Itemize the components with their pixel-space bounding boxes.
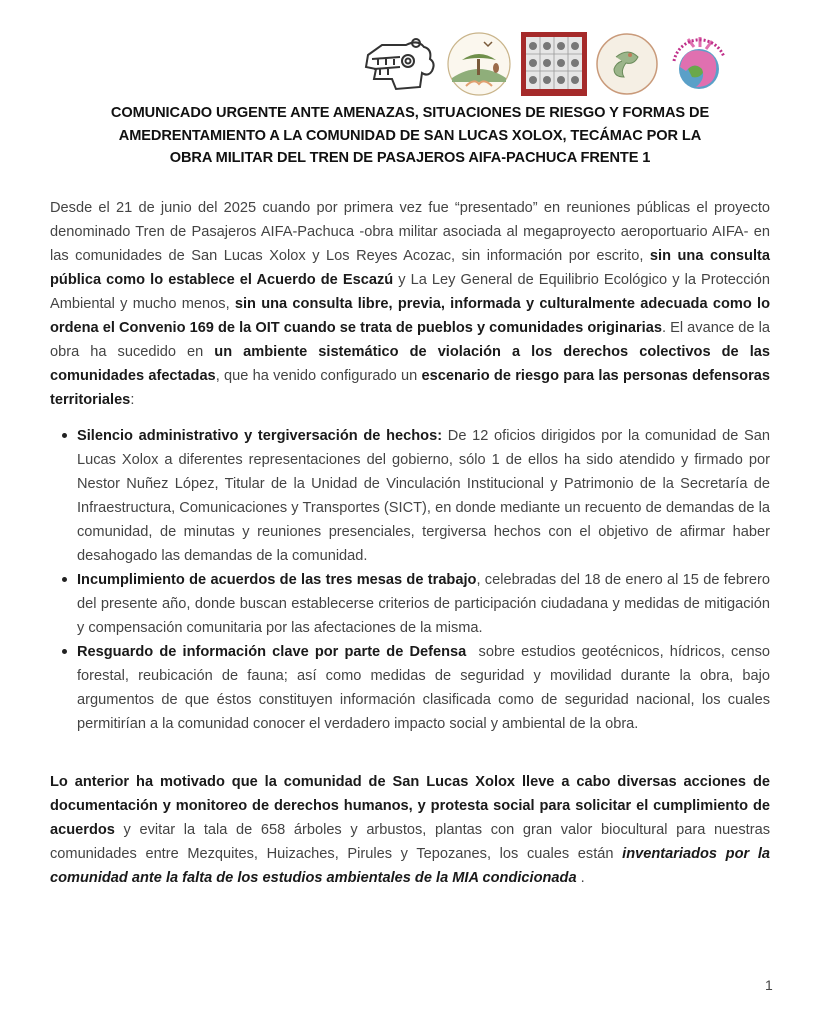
intro-paragraph: Desde el 21 de junio del 2025 cuando por primera vez fue “presentado” en reuniones públicas el proyecto denominado Tren de Pasajeros AIFA-Pachuca -obra militar asociada al megaproyecto aeroportuario AIFA- en las comunidades de San Lucas Xolox y Los Reyes Acozac, sin información por escrito, sin una consulta pública como lo establece el Acuerdo de Escazú y La Ley General de Equilibrio Ecológico y la Protección Ambiental y mucho menos, sin una consulta libre, previa, informada y culturalmente adecuada como lo ordena el Convenio 169 de la OIT cuando se trata de pueblos y comunidades originarias. El avance de la obra ha sucedido en un ambiente sistemático de violación a los derechos colectivos de las comunidades afectadas, que ha venido configurado un escenario de riesgo para las personas defensoras territoriales: xyxy=(50,200,771,408)
title-line: COMUNICADO URGENTE ANTE AMENAZAS, SITUACIONES DE RIESGO Y FORMAS DE xyxy=(110,105,710,121)
document-title xyxy=(60,102,760,170)
list-item: Silencio administrativo y tergiversación de hechos: De 12 oficios dirigidos por la comunidad de San Lucas Xolox a diferentes representaciones del gobierno, sólo 1 de ellos ha sido atendido y firmado por Nestor Nuñez López, Titular de la Unidad de Vinculación Institucional y Patrimonio de la Secretaría de Infraestructura, Comunicaciones y Transportes (SICT), en donde mediante un recuento de demandas de la comunidad, de minutas y reuniones presenciales, tergiversa hechos con el objetivo de afirmar haber desahogado las demandas de la comunidad. xyxy=(77,424,770,568)
sembradores-de-agua-logo-icon xyxy=(594,30,660,98)
list-item: Incumplimiento de acuerdos de las tres mesas de trabajo, celebradas del 18 de enero al 15 de febrero del presente año, donde buscan establecerse criterios de participación ciudadana y medidas de mitigación y compensación comunitaria por las afectaciones de la misma. xyxy=(77,568,770,640)
grupo-ambiental-axolotl-logo-icon xyxy=(666,30,732,98)
document-body xyxy=(50,196,775,890)
logos-header xyxy=(362,28,732,100)
bullet-list xyxy=(50,424,775,736)
codex-grid-logo-icon xyxy=(520,30,588,98)
list-item: Resguardo de información clave por parte de Defensa sobre estudios geotécnicos, hídricos, censo forestal, reubicación de fauna; así como medidas de seguridad y movilidad durante la obra, bajo argumentos de que éstos constituyen información clasificada como de seguridad nacional, los cuales permitirían a la comunidad conocer el verdadero impacto social y ambiental de la obra. xyxy=(77,640,770,736)
closing-paragraph: Lo anterior ha motivado que la comunidad de San Lucas Xolox lleve a cabo diversas acciones de documentación y monitoreo de derechos humanos, y protesta social para solicitar el cumplimiento de acuerdos y evitar la tala de 658 árboles y arbustos, plantas con gran valor biocultural para nuestras comunidades entre Mezquites, Huizaches, Pirules y Tepozanes, los cuales están inventariados por la comunidad ante la falta de los estudios ambientales de la MIA condicionada . xyxy=(50,774,771,886)
title-line: AMEDRENTAMIENTO A LA COMUNIDAD DE SAN LUCAS XOLOX, TECÁMAC POR LA xyxy=(118,127,702,144)
page-number: 1 xyxy=(765,977,773,993)
xolotl-glyph-icon xyxy=(362,30,438,98)
title-line: OBRA MILITAR DEL TREN DE PASAJEROS AIFA-PACHUCA FRENTE 1 xyxy=(169,150,651,166)
mesa-ambiental-logo-icon xyxy=(444,30,514,98)
